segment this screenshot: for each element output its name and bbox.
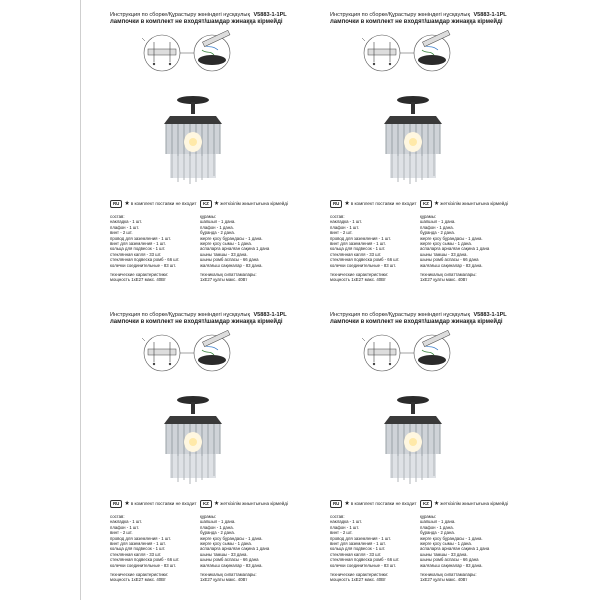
list-item: стеклянная капля - 33 шт. — [330, 251, 382, 257]
list-item: жерге қосу сымы - 1 дана. — [420, 541, 473, 547]
header-title: Инструкция по сборке/Құрастыру жөніндегі нұсқаулық — [110, 312, 250, 318]
kz-spec: 1хЕ27 қуаты макс. 40Вт — [420, 277, 468, 283]
list-item: шыны тамшы - 33 дана. — [420, 551, 468, 557]
list-item: жерге қосу сымы - 1 дана. — [200, 541, 253, 547]
list-item: жерге қосу сымы - 1 дана. — [200, 241, 253, 247]
model-number: V5883-1-1PL — [253, 312, 287, 318]
list-item: бұранда - 2 дана. — [420, 530, 455, 536]
ru-note: RU ★в комплект поставки не входит — [110, 500, 197, 508]
kz-note: KZ ★жеткізілім жиынтығына кірмейді — [420, 200, 508, 208]
kz-spec-title: техникалық сипаттамалары: — [200, 272, 257, 278]
list-item: плафон - 1 шт. — [330, 224, 360, 230]
ru-badge: RU — [110, 200, 122, 208]
list-item: винт - 2 шт. — [110, 230, 133, 236]
list-item: шыны ромб аспасы - 66 дана — [200, 257, 259, 263]
list-item: плафон - 1 шт. — [330, 524, 360, 530]
star-icon: ★ — [124, 501, 130, 507]
list-item: шапшыл - 1 дана. — [200, 519, 236, 525]
list-item: жалғағыш сақиналар - 83 дана. — [200, 262, 263, 268]
kz-badge: KZ — [200, 200, 212, 208]
list-item: жалғағыш сақиналар - 83 дана. — [200, 562, 263, 568]
ru-contents-title: состав: — [110, 514, 125, 519]
list-item: жерге қосу бұрандасы - 1 дана. — [420, 235, 483, 241]
list-item: шыны тамшы - 33 дана. — [200, 551, 248, 557]
list-item: шыны тамшы - 33 дана. — [200, 251, 248, 257]
list-item: винт - 2 шт. — [110, 530, 133, 536]
list-item: шапшыл - 1 дана. — [200, 219, 236, 225]
kz-badge: KZ — [420, 200, 432, 208]
header-note: лампочки в комплект не входят/шамдар жинаққа кірмейді — [330, 319, 503, 325]
list-item: стеклянная капля - 33 шт. — [110, 251, 162, 257]
crystal-chandelier-icon — [158, 90, 228, 190]
list-item: винт для заземления - 1 шт. — [330, 241, 386, 247]
list-item: провод для заземления - 1 шт. — [110, 535, 171, 541]
ru-note: RU ★в комплект поставки не входит — [330, 200, 417, 208]
ru-spec: мощность 1хЕ27 макс. 40Вт — [330, 577, 386, 583]
star-icon: ★ — [344, 201, 350, 207]
header-note: лампочки в комплект не входят/шамдар жинаққа кірмейді — [110, 19, 283, 25]
star-icon: ★ — [213, 501, 220, 507]
star-icon: ★ — [213, 201, 220, 207]
panel-header — [110, 12, 355, 26]
list-item: аспаларға арналған сақина 1 дана — [200, 546, 270, 552]
list-item: провод для заземления - 1 шт. — [110, 235, 171, 241]
kz-badge: KZ — [200, 500, 212, 508]
kz-spec: 1хЕ27 қуаты макс. 40Вт — [420, 577, 468, 583]
list-item: колечки соединительные - 83 шт. — [330, 262, 396, 268]
list-item: плафон - 1 дана. — [200, 224, 234, 230]
kz-spec-title: техникалық сипаттамалары: — [200, 572, 257, 578]
ru-spec: мощность 1хЕ27 макс. 40Вт — [330, 277, 386, 283]
list-item: провод для заземления - 1 шт. — [330, 535, 391, 541]
kz-contents-title: құрамы: — [420, 214, 437, 219]
list-item: винт для заземления - 1 шт. — [110, 241, 166, 247]
list-item: шыны ромб аспасы - 66 дана — [420, 257, 479, 263]
ru-spec-title: технические характеристики: — [330, 272, 389, 278]
list-item: стеклянная подвеска ромб - 66 шт. — [330, 257, 400, 263]
page-fold-line — [80, 0, 81, 600]
header-title: Инструкция по сборке/Құрастыру жөніндегі нұсқаулық — [330, 12, 470, 18]
list-item: кольца для подвесок - 1 шт. — [110, 546, 166, 552]
header-note: лампочки в комплект не входят/шамдар жинаққа кірмейді — [110, 319, 283, 325]
kz-contents-list — [420, 514, 508, 583]
model-number: V5883-1-1PL — [473, 312, 507, 318]
ru-spec-title: технические характеристики: — [110, 272, 169, 278]
list-item: кольца для подвесок - 1 шт. — [110, 246, 166, 252]
list-item: колечки соединительные - 83 шт. — [330, 562, 396, 568]
ru-contents-title: состав: — [330, 514, 345, 519]
ru-note: RU ★в комплект поставки не входит — [110, 200, 197, 208]
crystal-chandelier-icon — [378, 90, 448, 190]
list-item: шыны ромб аспасы - 66 дана — [420, 557, 479, 563]
ru-spec: мощность 1хЕ27 макс. 40Вт — [110, 277, 166, 283]
kz-note: KZ ★жеткізілім жиынтығына кірмейді — [420, 500, 508, 508]
ru-badge: RU — [330, 500, 342, 508]
crystal-chandelier-icon — [158, 390, 228, 490]
list-item: шапшыл - 1 дана. — [420, 519, 456, 525]
list-item: плафон - 1 шт. — [110, 524, 140, 530]
list-item: шыны ромб аспасы - 66 дана — [200, 557, 259, 563]
list-item: винт - 2 шт. — [330, 230, 353, 236]
list-item: плафон - 1 дана. — [200, 524, 234, 530]
ru-contents-title: состав: — [110, 214, 125, 219]
panel-header — [110, 312, 355, 326]
list-item: жерге қосу сымы - 1 дана. — [420, 241, 473, 247]
kz-spec-title: техникалық сипаттамалары: — [420, 272, 477, 278]
list-item: аспаларға арналған сақина 1 дана — [200, 246, 270, 252]
header-title: Инструкция по сборке/Құрастыру жөніндегі нұсқаулық — [330, 312, 470, 318]
list-item: винт - 2 шт. — [330, 530, 353, 536]
kz-badge: KZ — [420, 500, 432, 508]
list-item: шапшыл - 1 дана. — [420, 219, 456, 225]
list-item: жалғағыш сақиналар - 83 дана. — [420, 262, 483, 268]
list-item: кольца для подвесок - 1 шт. — [330, 246, 386, 252]
list-item: стеклянная капля - 33 шт. — [110, 551, 162, 557]
mounting-diagram-icon — [360, 328, 460, 378]
ru-spec-title: технические характеристики: — [330, 572, 389, 578]
kz-spec: 1хЕ27 қуаты макс. 40Вт — [200, 277, 248, 283]
model-number: V5883-1-1PL — [253, 12, 287, 18]
ru-note: RU ★в комплект поставки не входит — [330, 500, 417, 508]
kz-contents-list — [200, 514, 288, 583]
list-item: плафон - 1 дана. — [420, 224, 454, 230]
ru-spec: мощность 1хЕ27 макс. 40Вт — [110, 577, 166, 583]
ru-contents-list — [110, 214, 198, 283]
kz-contents-title: құрамы: — [200, 214, 217, 219]
list-item: винт для заземления - 1 шт. — [110, 541, 166, 547]
kz-contents-title: құрамы: — [420, 514, 437, 519]
list-item: бұранда - 2 дана. — [420, 230, 455, 236]
list-item: накладка - 1 шт. — [330, 219, 362, 225]
list-item: стеклянная подвеска ромб - 66 шт. — [110, 257, 180, 263]
header-title: Инструкция по сборке/Құрастыру жөніндегі нұсқаулық — [110, 12, 250, 18]
list-item: кольца для подвесок - 1 шт. — [330, 546, 386, 552]
star-icon: ★ — [344, 501, 350, 507]
mounting-diagram-icon — [140, 328, 240, 378]
kz-note: KZ ★жеткізілім жиынтығына кірмейді — [200, 500, 288, 508]
list-item: жалғағыш сақиналар - 83 дана. — [420, 562, 483, 568]
list-item: стеклянная подвеска ромб - 66 шт. — [330, 557, 400, 563]
ru-contents-title: состав: — [330, 214, 345, 219]
ru-badge: RU — [110, 500, 122, 508]
model-number: V5883-1-1PL — [473, 12, 507, 18]
instruction-panel-4 — [330, 312, 575, 582]
instruction-panel-2 — [330, 12, 575, 282]
list-item: жерге қосу бұрандасы - 1 дана. — [200, 235, 263, 241]
ru-contents-list — [330, 214, 418, 283]
kz-spec: 1хЕ27 қуаты макс. 40Вт — [200, 577, 248, 583]
ru-contents-list — [330, 514, 418, 583]
panel-header — [330, 312, 575, 326]
ru-spec-title: технические характеристики: — [110, 572, 169, 578]
list-item: накладка - 1 шт. — [110, 219, 142, 225]
header-note: лампочки в комплект не входят/шамдар жинаққа кірмейді — [330, 19, 503, 25]
crystal-chandelier-icon — [378, 390, 448, 490]
kz-note: KZ ★жеткізілім жиынтығына кірмейді — [200, 200, 288, 208]
list-item: жерге қосу бұрандасы - 1 дана. — [200, 535, 263, 541]
list-item: провод для заземления - 1 шт. — [330, 235, 391, 241]
list-item: накладка - 1 шт. — [110, 519, 142, 525]
kz-contents-title: құрамы: — [200, 514, 217, 519]
list-item: шыны тамшы - 33 дана. — [420, 251, 468, 257]
star-icon: ★ — [433, 501, 440, 507]
list-item: жерге қосу бұрандасы - 1 дана. — [420, 535, 483, 541]
ru-contents-list — [110, 514, 198, 583]
panel-header — [330, 12, 575, 26]
list-item: накладка - 1 шт. — [330, 519, 362, 525]
list-item: колечки соединительные - 83 шт. — [110, 562, 176, 568]
list-item: аспаларға арналған сақина 1 дана — [420, 246, 490, 252]
kz-contents-list — [420, 214, 508, 283]
list-item: винт для заземления - 1 шт. — [330, 541, 386, 547]
list-item: стеклянная капля - 33 шт. — [330, 551, 382, 557]
kz-contents-list — [200, 214, 288, 283]
list-item: стеклянная подвеска ромб - 66 шт. — [110, 557, 180, 563]
mounting-diagram-icon — [360, 28, 460, 78]
list-item: бұранда - 2 дана. — [200, 230, 235, 236]
list-item: плафон - 1 дана. — [420, 524, 454, 530]
mounting-diagram-icon — [140, 28, 240, 78]
kz-spec-title: техникалық сипаттамалары: — [420, 572, 477, 578]
ru-badge: RU — [330, 200, 342, 208]
list-item: колечки соединительные - 83 шт. — [110, 262, 176, 268]
list-item: плафон - 1 шт. — [110, 224, 140, 230]
list-item: аспаларға арналған сақина 1 дана — [420, 546, 490, 552]
instruction-panel-1 — [110, 12, 355, 282]
instruction-panel-3 — [110, 312, 355, 582]
star-icon: ★ — [433, 201, 440, 207]
star-icon: ★ — [124, 201, 130, 207]
list-item: бұранда - 2 дана. — [200, 530, 235, 536]
